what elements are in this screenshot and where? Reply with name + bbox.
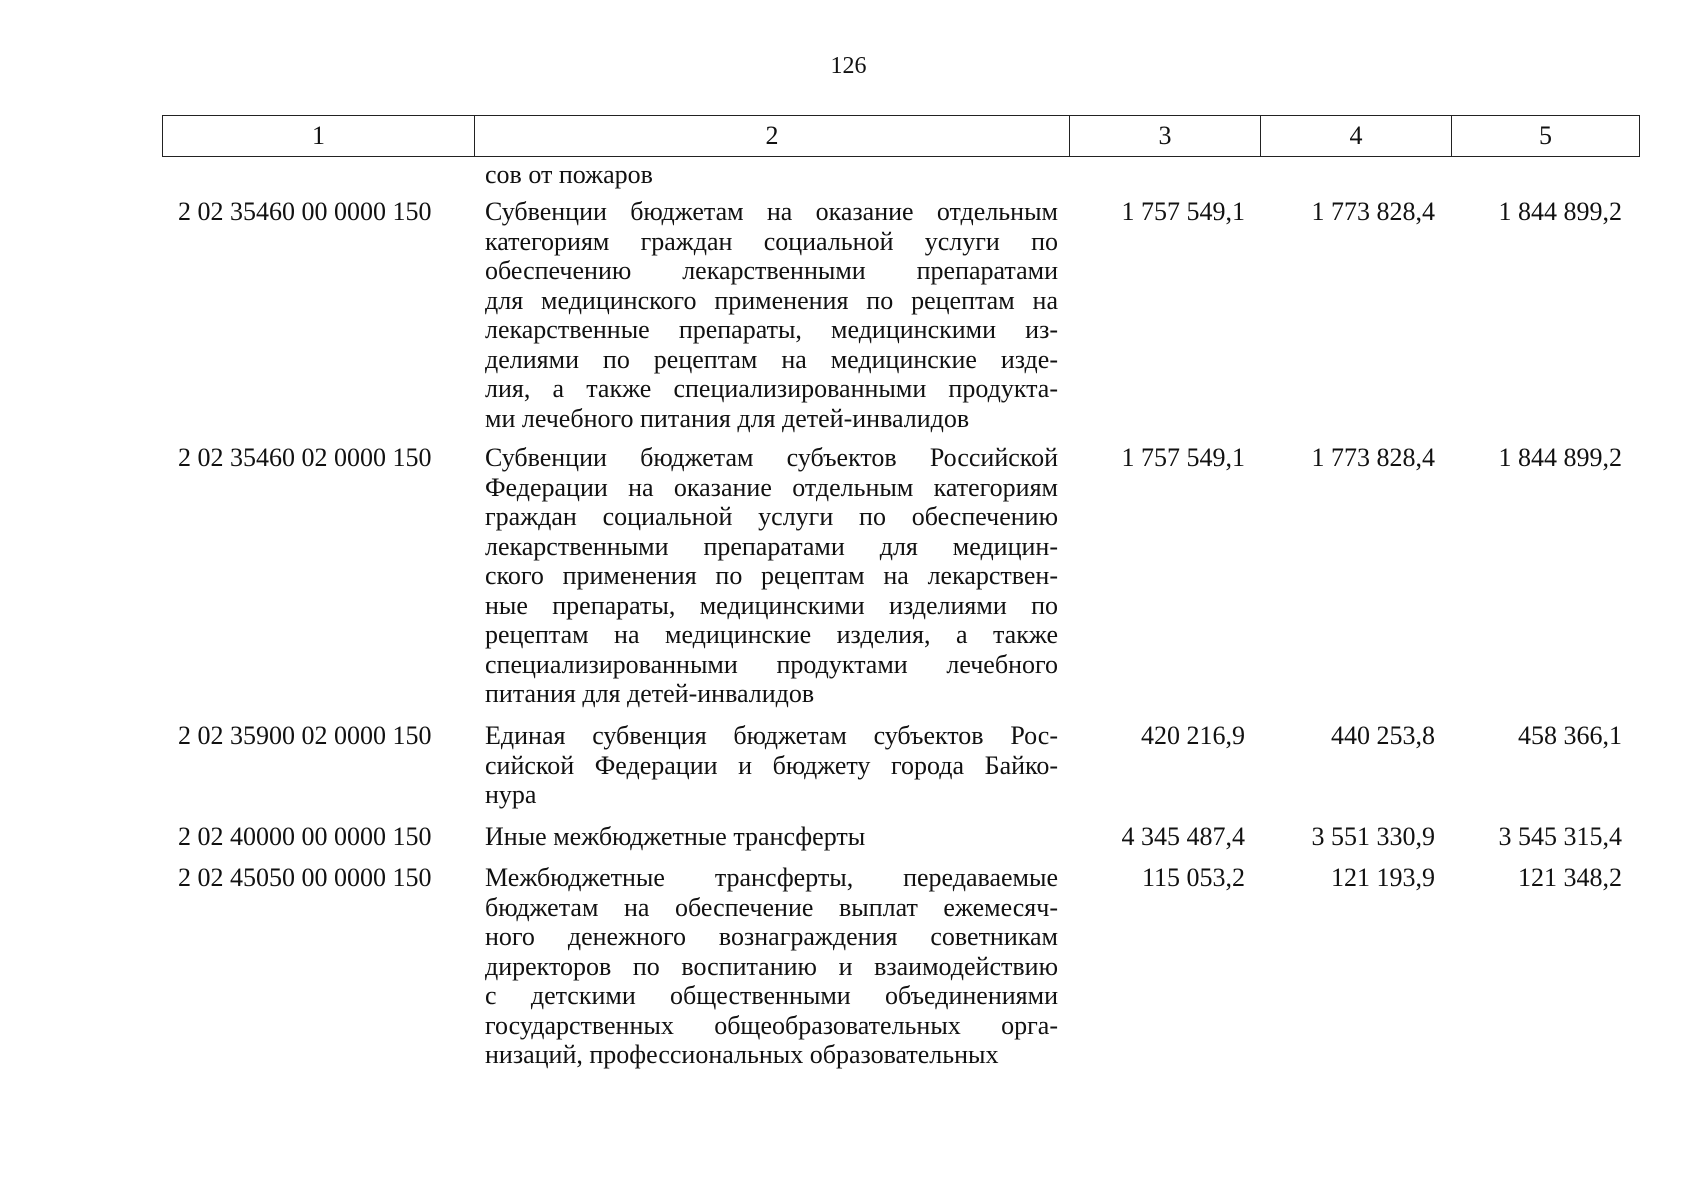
row-value-col3: 1 757 549,1 (1121, 197, 1245, 226)
description-line: сийской Федерации и бюджету города Байко- (485, 750, 1058, 780)
description-line: ного денежного вознаграждения советникам (485, 922, 1058, 951)
column-header-3: 3 (1070, 116, 1261, 157)
row-value-col5: 1 844 899,2 (1498, 197, 1622, 226)
row-description (485, 863, 1058, 1070)
row-value-col4: 1 773 828,4 (1311, 443, 1435, 472)
description-line: ского применения по рецептам на лекарствен- (485, 561, 1058, 590)
row-value-col5: 121 348,2 (1518, 863, 1622, 892)
description-line: лекарственными препаратами для медицин- (485, 531, 1058, 561)
description-line: категориям граждан социальной услуги по (485, 226, 1058, 256)
row-description (485, 197, 1058, 433)
row-value-col3: 1 757 549,1 (1121, 443, 1245, 472)
description-line: обеспечению лекарственными препаратами (485, 256, 1058, 285)
row-value-col5: 3 545 315,4 (1498, 822, 1622, 851)
row-value-col3: 4 345 487,4 (1121, 822, 1245, 851)
description-line: рецептам на медицинские изделия, а также (485, 620, 1058, 649)
row-description (485, 443, 1058, 709)
description-line: Федерации на оказание отдельным категориям (485, 472, 1058, 502)
description-line: с детскими общественными объединениями (485, 981, 1058, 1010)
description-line: ные препараты, медицинскими изделиями по (485, 590, 1058, 620)
column-header-4: 4 (1261, 116, 1452, 157)
row-code: 2 02 35460 00 0000 150 (178, 197, 432, 226)
row-value-col5: 458 366,1 (1518, 721, 1622, 750)
description-line: нура (485, 780, 537, 809)
description-line: для медицинского применения по рецептам на (485, 285, 1058, 315)
row-value-col3: 115 053,2 (1141, 863, 1245, 892)
row-value-col4: 3 551 330,9 (1311, 822, 1435, 851)
description-line: низаций, профессиональных образовательных (485, 1040, 999, 1069)
description-line: ми лечебного питания для детей-инвалидов (485, 403, 970, 433)
description-line: лия, а также специализированными продукта- (485, 374, 1058, 403)
row-code: 2 02 45050 00 0000 150 (178, 863, 432, 892)
row-description (485, 822, 1058, 852)
table-header (162, 115, 1640, 157)
row-value-col4: 1 773 828,4 (1311, 197, 1435, 226)
column-header-2: 2 (475, 116, 1070, 157)
description-line: Иные межбюджетные трансферты (485, 822, 866, 851)
row-value-col5: 1 844 899,2 (1498, 443, 1622, 472)
row-value-col3: 420 216,9 (1141, 721, 1245, 750)
description-line: специализированными продуктами лечебного (485, 649, 1058, 679)
description-line: питания для детей-инвалидов (485, 679, 815, 708)
description-line: Единая субвенция бюджетам субъектов Рос- (485, 721, 1058, 750)
description-line: бюджетам на обеспечение выплат ежемесяч- (485, 892, 1058, 922)
description-line: государственных общеобразовательных орга- (485, 1010, 1058, 1040)
column-header-5: 5 (1452, 116, 1640, 157)
row-code: 2 02 35900 02 0000 150 (178, 721, 432, 750)
row-code: 2 02 35460 02 0000 150 (178, 443, 432, 472)
page-number: 126 (830, 53, 867, 79)
description-line: делиями по рецептам на медицинские изде- (485, 344, 1058, 374)
row-description (485, 721, 1058, 810)
description-line: Межбюджетные трансферты, передаваемые (485, 863, 1058, 892)
description-line: Субвенции бюджетам на оказание отдельным (485, 197, 1058, 226)
description-line: лекарственные препараты, медицинскими из- (485, 315, 1058, 344)
row-code: 2 02 40000 00 0000 150 (178, 822, 432, 851)
description-line: Субвенции бюджетам субъектов Российской (485, 443, 1058, 472)
description-line: директоров по воспитанию и взаимодействию (485, 951, 1058, 981)
row-value-col4: 440 253,8 (1331, 721, 1435, 750)
row-value-col4: 121 193,9 (1331, 863, 1435, 892)
continuation-text: сов от пожаров (485, 160, 653, 189)
column-header-1: 1 (163, 116, 475, 157)
description-line: граждан социальной услуги по обеспечению (485, 502, 1058, 531)
